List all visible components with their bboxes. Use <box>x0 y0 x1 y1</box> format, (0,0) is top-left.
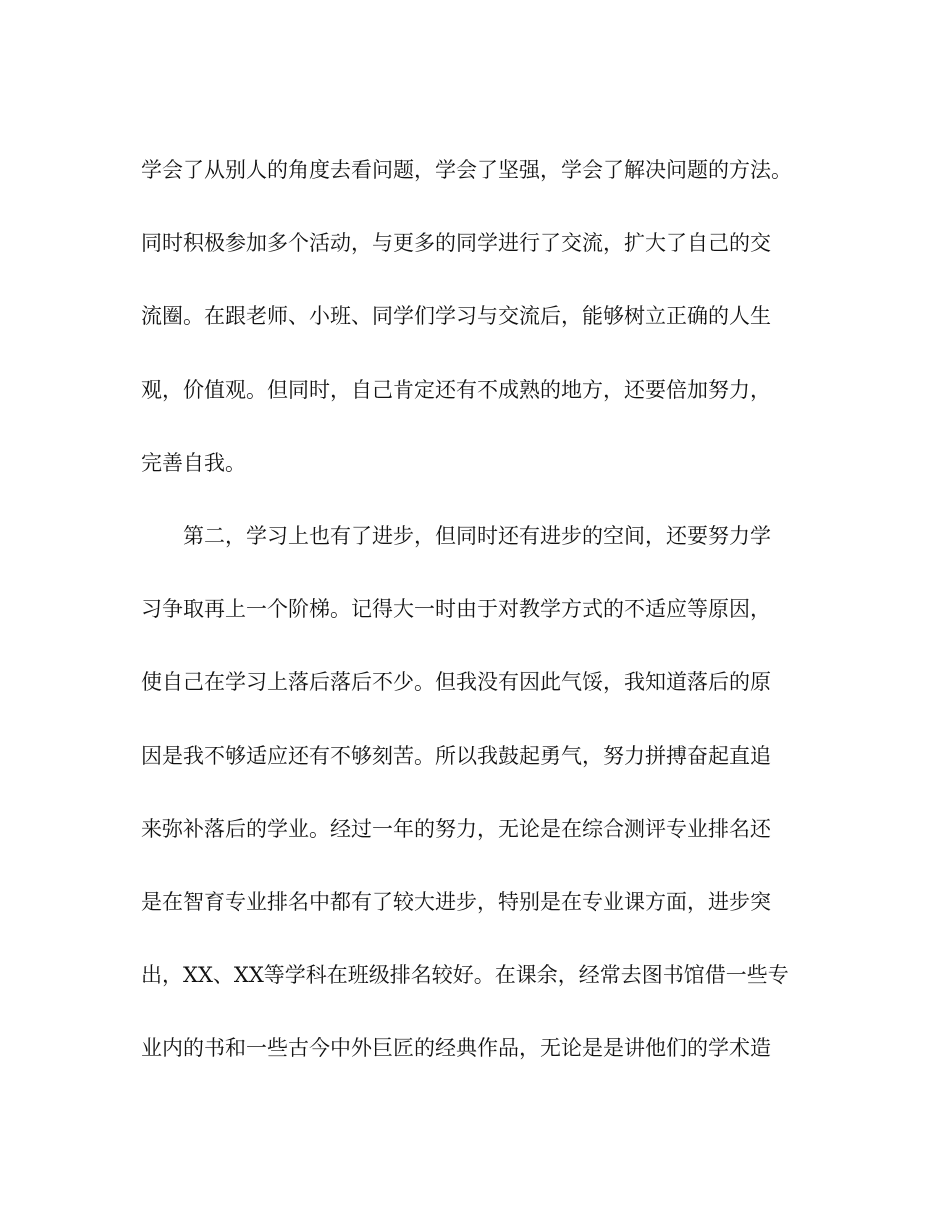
text-line: 完善自我。 <box>141 450 246 475</box>
body-text <box>141 134 811 1085</box>
text-line: 是在智育专业排名中都有了较大进步，特别是在专业课方面，进步突 <box>141 889 771 914</box>
text-line: 流圈。在跟老师、小班、同学们学习与交流后，能够树立正确的人生 <box>141 304 771 329</box>
text-line: 因是我不够适应还有不够刻苦。所以我鼓起勇气，努力拼搏奋起直追 <box>141 743 771 768</box>
text-line: 出，XX、XX等学科在班级排名较好。在课余，经常去图书馆借一些专 <box>141 963 789 988</box>
text-line: 同时积极参加多个活动，与更多的同学进行了交流，扩大了自己的交 <box>141 231 771 256</box>
text-line: 习争取再上一个阶梯。记得大一时由于对教学方式的不适应等原因， <box>141 597 771 622</box>
text-line: 业内的书和一些古今中外巨匠的经典作品，无论是是讲他们的学术造 <box>141 1036 771 1061</box>
text-line: 使自己在学习上落后落后不少。但我没有因此气馁，我知道落后的原 <box>141 670 771 695</box>
text-line: 观，价值观。但同时，自己肯定还有不成熟的地方，还要倍加努力， <box>141 377 771 402</box>
paragraph-start-line: 第二，学习上也有了进步，但同时还有进步的空间，还要努力学 <box>183 523 771 548</box>
text-line: 来弥补落后的学业。经过一年的努力，无论是在综合测评专业排名还 <box>141 816 771 841</box>
text-line: 学会了从别人的角度去看问题，学会了坚强，学会了解决问题的方法。 <box>141 158 792 182</box>
